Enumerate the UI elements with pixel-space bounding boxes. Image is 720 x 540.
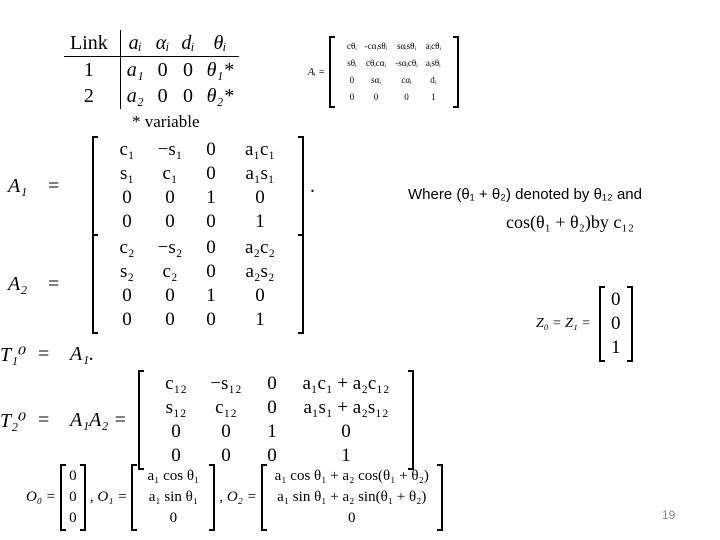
matrix-cell: 0 (404, 92, 409, 102)
matrix-cell: sθᵢ (347, 58, 357, 68)
table-cell: θ₂* (206, 84, 234, 107)
matrix-cell: 1 (255, 211, 265, 232)
table-header: αᵢ (150, 30, 176, 57)
matrix-cell: dᵢ (430, 75, 437, 85)
matrix-cell: 1 (206, 285, 216, 306)
matrix-cell: 0 (349, 92, 355, 102)
matrix-cell: cθᵢ (346, 41, 357, 51)
matrix-cell: 0 (373, 92, 379, 102)
table-cell: 0 (182, 58, 193, 81)
matrix-cell: -cαᵢsθᵢ (364, 41, 388, 51)
ai-matrix (329, 36, 459, 108)
matrix-cell: sαᵢ (371, 75, 381, 85)
o0-label: O₀ = (26, 489, 56, 505)
a1-matrix (92, 136, 304, 236)
matrix-cell: a₁ sin θ₁ (148, 489, 198, 505)
table-cell: 1 (64, 57, 120, 84)
o2-vector (261, 464, 443, 531)
t2-rhs: A₁A₂ = (70, 408, 127, 431)
matrix-cell: a₁ sin θ₁ + a₂ sin(θ₁ + θ₂) (277, 489, 427, 505)
table-cell: 0 (157, 84, 168, 107)
table-cell: 0 (182, 84, 193, 107)
matrix-cell: 1 (255, 309, 265, 330)
matrix-cell: 1 (431, 92, 436, 102)
matrix-cell: c₁₂ (215, 397, 237, 418)
matrix-cell: 0 (221, 421, 231, 442)
o-vectors-equation (26, 464, 443, 531)
table-cell: a₂ (126, 84, 144, 107)
t1-equation (0, 342, 94, 367)
t2-matrix (138, 370, 414, 470)
table-footnote: * variable (132, 112, 200, 131)
matrix-cell: 0 (255, 285, 265, 306)
t1-rhs: A₁. (70, 343, 95, 365)
t1-label: T₁⁰ (0, 344, 27, 366)
table-cell: a₁ (126, 58, 144, 81)
matrix-cell: c₁₂ (165, 373, 187, 394)
matrix-cell: a₁s₁ (245, 163, 275, 184)
matrix-cell: s₁₂ (165, 397, 187, 418)
matrix-cell: 0 (206, 237, 216, 258)
matrix-cell: 0 (206, 139, 216, 160)
matrix-cell: aᵢcθᵢ (425, 41, 441, 51)
t2-equation (0, 370, 414, 470)
a2-equation (8, 234, 304, 334)
matrix-cell: 1 (206, 187, 216, 208)
matrix-cell: 0 (206, 163, 216, 184)
matrix-cell: a₁ cos θ₁ + a₂ cos(θ₁ + θ₂) (274, 468, 429, 484)
matrix-cell: 0 (255, 187, 265, 208)
matrix-cell: aᵢsθᵢ (425, 58, 441, 68)
equals-sign: = (48, 272, 60, 295)
a2-label: A₂ (8, 272, 28, 295)
matrix-cell: cθᵢcαᵢ (365, 58, 386, 68)
matrix-cell: −s₁₂ (210, 373, 242, 394)
matrix-cell: 0 (349, 75, 355, 85)
matrix-cell: s₁ (119, 163, 135, 184)
matrix-cell: a₁s₁ + a₂s₁₂ (303, 397, 389, 418)
note-line-1: Where (θ₁ + θ₂) denoted by θ₁₂ and (408, 186, 642, 203)
matrix-cell: 0 (610, 313, 621, 334)
matrix-cell: 0 (122, 309, 132, 330)
t2-label: T₂⁰ (0, 409, 27, 432)
matrix-cell: 1 (341, 445, 351, 466)
matrix-cell: 0 (610, 289, 621, 310)
matrix-cell: 0 (206, 309, 216, 330)
ai-general-equation (308, 36, 459, 108)
z-label: Z₀ = Z₁ = (536, 316, 591, 331)
matrix-cell: 0 (221, 445, 231, 466)
matrix-cell: c₁ (162, 163, 178, 184)
matrix-cell: sαᵢsθᵢ (396, 41, 416, 51)
matrix-cell: a₁c₁ (244, 139, 276, 160)
matrix-cell: 0 (69, 489, 77, 505)
matrix-cell: cαᵢ (401, 75, 412, 85)
matrix-cell: 1 (267, 421, 277, 442)
matrix-cell: 0 (341, 421, 351, 442)
matrix-cell: 0 (348, 510, 356, 526)
matrix-cell: −s₁ (157, 139, 183, 160)
matrix-cell: 0 (69, 468, 77, 484)
table-header: dᵢ (175, 30, 200, 57)
matrix-cell: 0 (165, 211, 175, 232)
matrix-cell: 0 (69, 510, 77, 526)
matrix-cell: c₁ (119, 139, 135, 160)
matrix-cell: a₁c₁ + a₂c₁₂ (302, 373, 390, 394)
table-row (64, 83, 239, 109)
z-equation (536, 286, 633, 362)
matrix-cell: 0 (171, 445, 181, 466)
equals-sign: = (38, 408, 50, 431)
note-line-2: cos(θ₁ + θ₂)by c₁₂ (506, 212, 634, 232)
o1-label: , O₁ = (89, 489, 128, 505)
table-row (64, 57, 239, 84)
matrix-cell: 0 (122, 187, 132, 208)
a1-label: A₁ (8, 174, 28, 197)
matrix-cell: 0 (122, 211, 132, 232)
matrix-cell: 0 (165, 187, 175, 208)
dh-parameter-table (64, 30, 239, 109)
matrix-cell: 0 (165, 285, 175, 306)
table-cell: θ₁* (206, 58, 234, 81)
table-header: Link (64, 30, 120, 57)
table-cell: 2 (64, 83, 120, 109)
o1-vector (131, 464, 215, 531)
page-number: 19 (662, 508, 676, 522)
z-vector (599, 286, 633, 362)
equals-sign: = (48, 174, 60, 197)
matrix-cell: 0 (206, 261, 216, 282)
a1-equation (8, 136, 315, 236)
matrix-cell: -sαᵢcθᵢ (395, 58, 418, 68)
o2-label: , O₂ = (219, 489, 257, 505)
ai-label: Aᵢ = (308, 66, 325, 78)
o0-vector (60, 464, 86, 531)
matrix-cell: c₂ (162, 261, 178, 282)
matrix-cell: 0 (122, 285, 132, 306)
matrix-cell: 0 (171, 421, 181, 442)
matrix-cell: a₁ cos θ₁ (147, 468, 200, 484)
matrix-cell: c₂ (119, 237, 135, 258)
matrix-cell: 0 (267, 445, 277, 466)
equals-sign: = (38, 343, 50, 365)
matrix-cell: s₂ (119, 261, 135, 282)
period: . (310, 174, 315, 197)
a2-matrix (92, 234, 304, 334)
matrix-cell: 1 (610, 337, 621, 358)
matrix-cell: 0 (165, 309, 175, 330)
matrix-cell: a₂s₂ (245, 261, 275, 282)
matrix-cell: 0 (267, 373, 277, 394)
matrix-cell: 0 (206, 211, 216, 232)
table-cell: 0 (157, 58, 168, 81)
matrix-cell: 0 (267, 397, 277, 418)
matrix-cell: 0 (169, 510, 178, 526)
matrix-cell: −s₂ (157, 237, 183, 258)
matrix-cell: a₂c₂ (244, 237, 276, 258)
table-header: θᵢ (201, 30, 240, 57)
table-header: aᵢ (120, 30, 149, 57)
